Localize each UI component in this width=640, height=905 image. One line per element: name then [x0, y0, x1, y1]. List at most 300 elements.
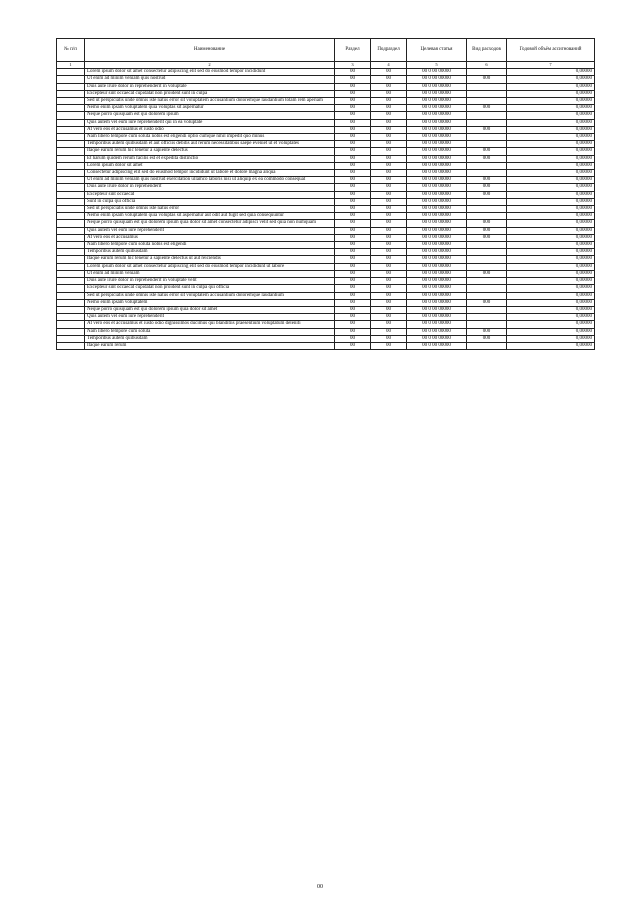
table-row: [57, 328, 595, 335]
row-index-cell: [57, 83, 85, 90]
item-name-cell: Neque porro quisquam est qui dolorem ipsum: [85, 112, 335, 119]
table-row: [57, 198, 595, 205]
annual-amount-cell: 0,00000: [507, 141, 595, 148]
table-row: [57, 335, 595, 342]
header-cell: Вид расходов: [467, 39, 507, 62]
target-article-cell: 00 0 00 00000: [407, 83, 467, 90]
expense-type-cell: [467, 256, 507, 263]
expense-type-cell: 000: [467, 227, 507, 234]
table-body: [57, 69, 595, 350]
target-article-cell: 00 0 00 00000: [407, 213, 467, 220]
item-name-cell: Duis aute irure dolor in reprehenderit in voluptate velit: [85, 278, 335, 285]
target-article-cell: 00 0 00 00000: [407, 249, 467, 256]
table-row: [57, 162, 595, 169]
column-number: 6: [467, 62, 507, 69]
annual-amount-cell: 0,00000: [507, 306, 595, 313]
table-row: [57, 299, 595, 306]
expense-type-cell: [467, 292, 507, 299]
table-row: [57, 177, 595, 184]
row-index-cell: [57, 170, 85, 177]
column-number-row: [57, 62, 595, 69]
expense-type-cell: [467, 119, 507, 126]
section-cell: 00: [335, 76, 371, 83]
annual-amount-cell: 0,00000: [507, 112, 595, 119]
target-article-cell: 00 0 00 00000: [407, 270, 467, 277]
subsection-cell: 00: [371, 328, 407, 335]
row-index-cell: [57, 119, 85, 126]
row-index-cell: [57, 342, 85, 349]
budget-table: [56, 38, 595, 350]
expense-type-cell: 000: [467, 335, 507, 342]
target-article-cell: 00 0 00 00000: [407, 148, 467, 155]
item-name-cell: Itaque earum rerum hic tenetur a sapiente delectus ut aut reiciendis: [85, 256, 335, 263]
document-sheet: [56, 38, 594, 350]
target-article-cell: 00 0 00 00000: [407, 256, 467, 263]
subsection-cell: 00: [371, 119, 407, 126]
row-index-cell: [57, 321, 85, 328]
row-index-cell: [57, 306, 85, 313]
subsection-cell: 00: [371, 249, 407, 256]
item-name-cell: Nam libero tempore cum soluta nobis est eligendi: [85, 242, 335, 249]
annual-amount-cell: 0,00000: [507, 335, 595, 342]
expense-type-cell: 000: [467, 105, 507, 112]
table-row: [57, 141, 595, 148]
item-name-cell: Lorem ipsum dolor sit amet consectetur adipiscing elit sed do eiusmod tempor incididunt: [85, 69, 335, 76]
section-cell: 00: [335, 256, 371, 263]
subsection-cell: 00: [371, 83, 407, 90]
annual-amount-cell: 0,00000: [507, 206, 595, 213]
section-cell: 00: [335, 112, 371, 119]
expense-type-cell: [467, 90, 507, 97]
item-name-cell: Quis autem vel eum iure reprehenderit qui in ea voluptate: [85, 119, 335, 126]
row-index-cell: [57, 191, 85, 198]
section-cell: 00: [335, 119, 371, 126]
row-index-cell: [57, 126, 85, 133]
table-row: [57, 126, 595, 133]
item-name-cell: Itaque earum rerum hic tenetur a sapiente delectus: [85, 148, 335, 155]
row-index-cell: [57, 105, 85, 112]
table-row: [57, 249, 595, 256]
annual-amount-cell: 0,00000: [507, 234, 595, 241]
target-article-cell: 00 0 00 00000: [407, 263, 467, 270]
item-name-cell: Sunt in culpa qui officia: [85, 198, 335, 205]
section-cell: 00: [335, 198, 371, 205]
subsection-cell: 00: [371, 126, 407, 133]
item-name-cell: At vero eos et accusamus et iusto odio dignissimos ducimus qui blanditiis praesentium voluptatum deleniti: [85, 321, 335, 328]
table-row: [57, 76, 595, 83]
row-index-cell: [57, 69, 85, 76]
subsection-cell: 00: [371, 105, 407, 112]
row-index-cell: [57, 335, 85, 342]
expense-type-cell: 000: [467, 148, 507, 155]
subsection-cell: 00: [371, 314, 407, 321]
item-name-cell: Sed ut perspiciatis unde omnis iste natus error sit voluptatem accusantium doloremque laudantium totam rem aperiam: [85, 98, 335, 105]
annual-amount-cell: 0,00000: [507, 83, 595, 90]
expense-type-cell: [467, 112, 507, 119]
target-article-cell: 00 0 00 00000: [407, 191, 467, 198]
section-cell: 00: [335, 170, 371, 177]
section-cell: 00: [335, 234, 371, 241]
table-row: [57, 270, 595, 277]
section-cell: 00: [335, 206, 371, 213]
table-row: [57, 314, 595, 321]
expense-type-cell: 000: [467, 76, 507, 83]
header-cell: Наименование: [85, 39, 335, 62]
annual-amount-cell: 0,00000: [507, 170, 595, 177]
expense-type-cell: [467, 342, 507, 349]
table-row: [57, 285, 595, 292]
annual-amount-cell: 0,00000: [507, 126, 595, 133]
annual-amount-cell: 0,00000: [507, 256, 595, 263]
table-row: [57, 227, 595, 234]
subsection-cell: 00: [371, 112, 407, 119]
annual-amount-cell: 0,00000: [507, 285, 595, 292]
target-article-cell: 00 0 00 00000: [407, 299, 467, 306]
item-name-cell: Nemo enim ipsam voluptatem quia voluptas sit aspernatur: [85, 105, 335, 112]
section-cell: 00: [335, 177, 371, 184]
table-row: [57, 184, 595, 191]
target-article-cell: 00 0 00 00000: [407, 342, 467, 349]
header-cell: Раздел: [335, 39, 371, 62]
target-article-cell: 00 0 00 00000: [407, 76, 467, 83]
section-cell: 00: [335, 292, 371, 299]
section-cell: 00: [335, 90, 371, 97]
table-row: [57, 292, 595, 299]
annual-amount-cell: 0,00000: [507, 213, 595, 220]
header-cell: Целевая статья: [407, 39, 467, 62]
subsection-cell: 00: [371, 155, 407, 162]
target-article-cell: 00 0 00 00000: [407, 328, 467, 335]
item-name-cell: Nemo enim ipsam voluptatem quia voluptas sit aspernatur aut odit aut fugit sed quia consequuntur: [85, 213, 335, 220]
item-name-cell: Itaque earum rerum: [85, 342, 335, 349]
row-index-cell: [57, 141, 85, 148]
item-name-cell: Temporibus autem quibusdam: [85, 335, 335, 342]
subsection-cell: 00: [371, 306, 407, 313]
annual-amount-cell: 0,00000: [507, 270, 595, 277]
annual-amount-cell: 0,00000: [507, 227, 595, 234]
item-name-cell: Quis autem vel eum iure reprehenderit: [85, 227, 335, 234]
subsection-cell: 00: [371, 213, 407, 220]
subsection-cell: 00: [371, 256, 407, 263]
section-cell: 00: [335, 285, 371, 292]
column-number: 4: [371, 62, 407, 69]
target-article-cell: 00 0 00 00000: [407, 112, 467, 119]
table-row: [57, 220, 595, 227]
target-article-cell: 00 0 00 00000: [407, 335, 467, 342]
expense-type-cell: [467, 198, 507, 205]
annual-amount-cell: 0,00000: [507, 328, 595, 335]
target-article-cell: 00 0 00 00000: [407, 234, 467, 241]
subsection-cell: 00: [371, 220, 407, 227]
section-cell: 00: [335, 263, 371, 270]
page-number: 00: [317, 884, 323, 890]
row-index-cell: [57, 299, 85, 306]
annual-amount-cell: 0,00000: [507, 198, 595, 205]
subsection-cell: 00: [371, 76, 407, 83]
row-index-cell: [57, 112, 85, 119]
item-name-cell: Consectetur adipiscing elit sed do eiusmod tempor incididunt ut labore et dolore magna aliqua: [85, 170, 335, 177]
header-cell: Подраздел: [371, 39, 407, 62]
target-article-cell: 00 0 00 00000: [407, 242, 467, 249]
column-number: 3: [335, 62, 371, 69]
expense-type-cell: [467, 321, 507, 328]
subsection-cell: 00: [371, 321, 407, 328]
table-row: [57, 83, 595, 90]
item-name-cell: At vero eos et accusamus et iusto odio: [85, 126, 335, 133]
target-article-cell: 00 0 00 00000: [407, 177, 467, 184]
expense-type-cell: 000: [467, 234, 507, 241]
target-article-cell: 00 0 00 00000: [407, 227, 467, 234]
expense-type-cell: 000: [467, 328, 507, 335]
row-index-cell: [57, 213, 85, 220]
table-row: [57, 206, 595, 213]
item-name-cell: Excepteur sint occaecat: [85, 191, 335, 198]
item-name-cell: Nemo enim ipsam voluptatem: [85, 299, 335, 306]
target-article-cell: 00 0 00 00000: [407, 155, 467, 162]
annual-amount-cell: 0,00000: [507, 249, 595, 256]
subsection-cell: 00: [371, 134, 407, 141]
subsection-cell: 00: [371, 292, 407, 299]
table-row: [57, 170, 595, 177]
item-name-cell: Excepteur sint occaecat cupidatat non proident sunt in culpa qui officia: [85, 285, 335, 292]
section-cell: 00: [335, 83, 371, 90]
annual-amount-cell: 0,00000: [507, 191, 595, 198]
annual-amount-cell: 0,00000: [507, 299, 595, 306]
subsection-cell: 00: [371, 90, 407, 97]
annual-amount-cell: 0,00000: [507, 342, 595, 349]
annual-amount-cell: 0,00000: [507, 69, 595, 76]
table-row: [57, 342, 595, 349]
section-cell: 00: [335, 105, 371, 112]
subsection-cell: 00: [371, 270, 407, 277]
annual-amount-cell: 0,00000: [507, 292, 595, 299]
item-name-cell: Lorem ipsum dolor sit amet: [85, 162, 335, 169]
target-article-cell: 00 0 00 00000: [407, 170, 467, 177]
target-article-cell: 00 0 00 00000: [407, 141, 467, 148]
annual-amount-cell: 0,00000: [507, 76, 595, 83]
section-cell: 00: [335, 270, 371, 277]
item-name-cell: Nam libero tempore cum soluta nobis est eligendi optio cumque nihil impedit quo minus: [85, 134, 335, 141]
annual-amount-cell: 0,00000: [507, 321, 595, 328]
target-article-cell: 00 0 00 00000: [407, 198, 467, 205]
table-row: [57, 306, 595, 313]
row-index-cell: [57, 198, 85, 205]
expense-type-cell: [467, 83, 507, 90]
row-index-cell: [57, 155, 85, 162]
subsection-cell: 00: [371, 98, 407, 105]
subsection-cell: 00: [371, 278, 407, 285]
expense-type-cell: [467, 306, 507, 313]
table-row: [57, 321, 595, 328]
annual-amount-cell: 0,00000: [507, 134, 595, 141]
annual-amount-cell: 0,00000: [507, 314, 595, 321]
header-cell: Годовой объём ассигнований: [507, 39, 595, 62]
table-row: [57, 191, 595, 198]
item-name-cell: Et harum quidem rerum facilis est et expedita distinctio: [85, 155, 335, 162]
subsection-cell: 00: [371, 198, 407, 205]
row-index-cell: [57, 134, 85, 141]
expense-type-cell: 000: [467, 220, 507, 227]
row-index-cell: [57, 234, 85, 241]
table-row: [57, 112, 595, 119]
target-article-cell: 00 0 00 00000: [407, 90, 467, 97]
section-cell: 00: [335, 134, 371, 141]
target-article-cell: 00 0 00 00000: [407, 220, 467, 227]
target-article-cell: 00 0 00 00000: [407, 314, 467, 321]
item-name-cell: Quis autem vel eum iure reprehenderit: [85, 314, 335, 321]
section-cell: 00: [335, 328, 371, 335]
item-name-cell: Neque porro quisquam est qui dolorem ipsum quia dolor sit amet: [85, 306, 335, 313]
expense-type-cell: [467, 206, 507, 213]
expense-type-cell: [467, 278, 507, 285]
target-article-cell: 00 0 00 00000: [407, 119, 467, 126]
expense-type-cell: [467, 170, 507, 177]
target-article-cell: 00 0 00 00000: [407, 306, 467, 313]
subsection-cell: 00: [371, 191, 407, 198]
subsection-cell: 00: [371, 234, 407, 241]
annual-amount-cell: 0,00000: [507, 162, 595, 169]
expense-type-cell: [467, 69, 507, 76]
expense-type-cell: [467, 162, 507, 169]
row-index-cell: [57, 270, 85, 277]
target-article-cell: 00 0 00 00000: [407, 278, 467, 285]
row-index-cell: [57, 177, 85, 184]
expense-type-cell: 000: [467, 270, 507, 277]
table-row: [57, 119, 595, 126]
item-name-cell: At vero eos et accusamus: [85, 234, 335, 241]
subsection-cell: 00: [371, 184, 407, 191]
expense-type-cell: 000: [467, 177, 507, 184]
annual-amount-cell: 0,00000: [507, 105, 595, 112]
section-cell: 00: [335, 278, 371, 285]
target-article-cell: 00 0 00 00000: [407, 134, 467, 141]
section-cell: 00: [335, 126, 371, 133]
section-cell: 00: [335, 249, 371, 256]
annual-amount-cell: 0,00000: [507, 119, 595, 126]
target-article-cell: 00 0 00 00000: [407, 162, 467, 169]
expense-type-cell: [467, 98, 507, 105]
row-index-cell: [57, 285, 85, 292]
expense-type-cell: 000: [467, 299, 507, 306]
row-index-cell: [57, 162, 85, 169]
annual-amount-cell: 0,00000: [507, 278, 595, 285]
section-cell: 00: [335, 335, 371, 342]
section-cell: 00: [335, 306, 371, 313]
section-cell: 00: [335, 242, 371, 249]
item-name-cell: Lorem ipsum dolor sit amet consectetur adipiscing elit sed do eiusmod tempor incididunt ut labore: [85, 263, 335, 270]
table-row: [57, 242, 595, 249]
table-row: [57, 155, 595, 162]
subsection-cell: 00: [371, 242, 407, 249]
section-cell: 00: [335, 299, 371, 306]
expense-type-cell: [467, 242, 507, 249]
expense-type-cell: [467, 249, 507, 256]
table-row: [57, 256, 595, 263]
annual-amount-cell: 0,00000: [507, 242, 595, 249]
subsection-cell: 00: [371, 141, 407, 148]
target-article-cell: 00 0 00 00000: [407, 206, 467, 213]
row-index-cell: [57, 227, 85, 234]
subsection-cell: 00: [371, 285, 407, 292]
row-index-cell: [57, 328, 85, 335]
column-number: 7: [507, 62, 595, 69]
target-article-cell: 00 0 00 00000: [407, 105, 467, 112]
table-row: [57, 98, 595, 105]
expense-type-cell: 000: [467, 126, 507, 133]
section-cell: 00: [335, 155, 371, 162]
table-row: [57, 105, 595, 112]
table-row: [57, 234, 595, 241]
item-name-cell: Sed ut perspiciatis unde omnis iste natus error sit voluptatem accusantium doloremque laudantium: [85, 292, 335, 299]
table-row: [57, 134, 595, 141]
expense-type-cell: 000: [467, 155, 507, 162]
row-index-cell: [57, 98, 85, 105]
section-cell: 00: [335, 227, 371, 234]
item-name-cell: Temporibus autem quibusdam: [85, 249, 335, 256]
item-name-cell: Excepteur sint occaecat cupidatat non proident sunt in culpa: [85, 90, 335, 97]
item-name-cell: Ut enim ad minim veniam: [85, 270, 335, 277]
expense-type-cell: [467, 285, 507, 292]
expense-type-cell: [467, 141, 507, 148]
section-cell: 00: [335, 321, 371, 328]
target-article-cell: 00 0 00 00000: [407, 184, 467, 191]
row-index-cell: [57, 76, 85, 83]
expense-type-cell: [467, 314, 507, 321]
target-article-cell: 00 0 00 00000: [407, 321, 467, 328]
table-row: [57, 263, 595, 270]
row-index-cell: [57, 292, 85, 299]
target-article-cell: 00 0 00 00000: [407, 292, 467, 299]
row-index-cell: [57, 256, 85, 263]
annual-amount-cell: 0,00000: [507, 98, 595, 105]
expense-type-cell: [467, 213, 507, 220]
subsection-cell: 00: [371, 162, 407, 169]
row-index-cell: [57, 278, 85, 285]
table-row: [57, 213, 595, 220]
section-cell: 00: [335, 141, 371, 148]
item-name-cell: Nam libero tempore cum soluta: [85, 328, 335, 335]
column-number: 1: [57, 62, 85, 69]
table-row: [57, 148, 595, 155]
subsection-cell: 00: [371, 335, 407, 342]
row-index-cell: [57, 90, 85, 97]
subsection-cell: 00: [371, 148, 407, 155]
target-article-cell: 00 0 00 00000: [407, 69, 467, 76]
section-cell: 00: [335, 98, 371, 105]
annual-amount-cell: 0,00000: [507, 90, 595, 97]
column-number: 2: [85, 62, 335, 69]
annual-amount-cell: 0,00000: [507, 155, 595, 162]
expense-type-cell: [467, 263, 507, 270]
section-cell: 00: [335, 184, 371, 191]
section-cell: 00: [335, 220, 371, 227]
item-name-cell: Sed ut perspiciatis unde omnis iste natus error: [85, 206, 335, 213]
item-name-cell: Duis aute irure dolor in reprehenderit in voluptate: [85, 83, 335, 90]
subsection-cell: 00: [371, 227, 407, 234]
section-cell: 00: [335, 314, 371, 321]
row-index-cell: [57, 249, 85, 256]
section-cell: 00: [335, 213, 371, 220]
annual-amount-cell: 0,00000: [507, 148, 595, 155]
table-row: [57, 90, 595, 97]
row-index-cell: [57, 184, 85, 191]
row-index-cell: [57, 206, 85, 213]
annual-amount-cell: 0,00000: [507, 263, 595, 270]
section-cell: 00: [335, 342, 371, 349]
item-name-cell: Ut enim ad minim veniam quis nostrud: [85, 76, 335, 83]
subsection-cell: 00: [371, 177, 407, 184]
subsection-cell: 00: [371, 69, 407, 76]
